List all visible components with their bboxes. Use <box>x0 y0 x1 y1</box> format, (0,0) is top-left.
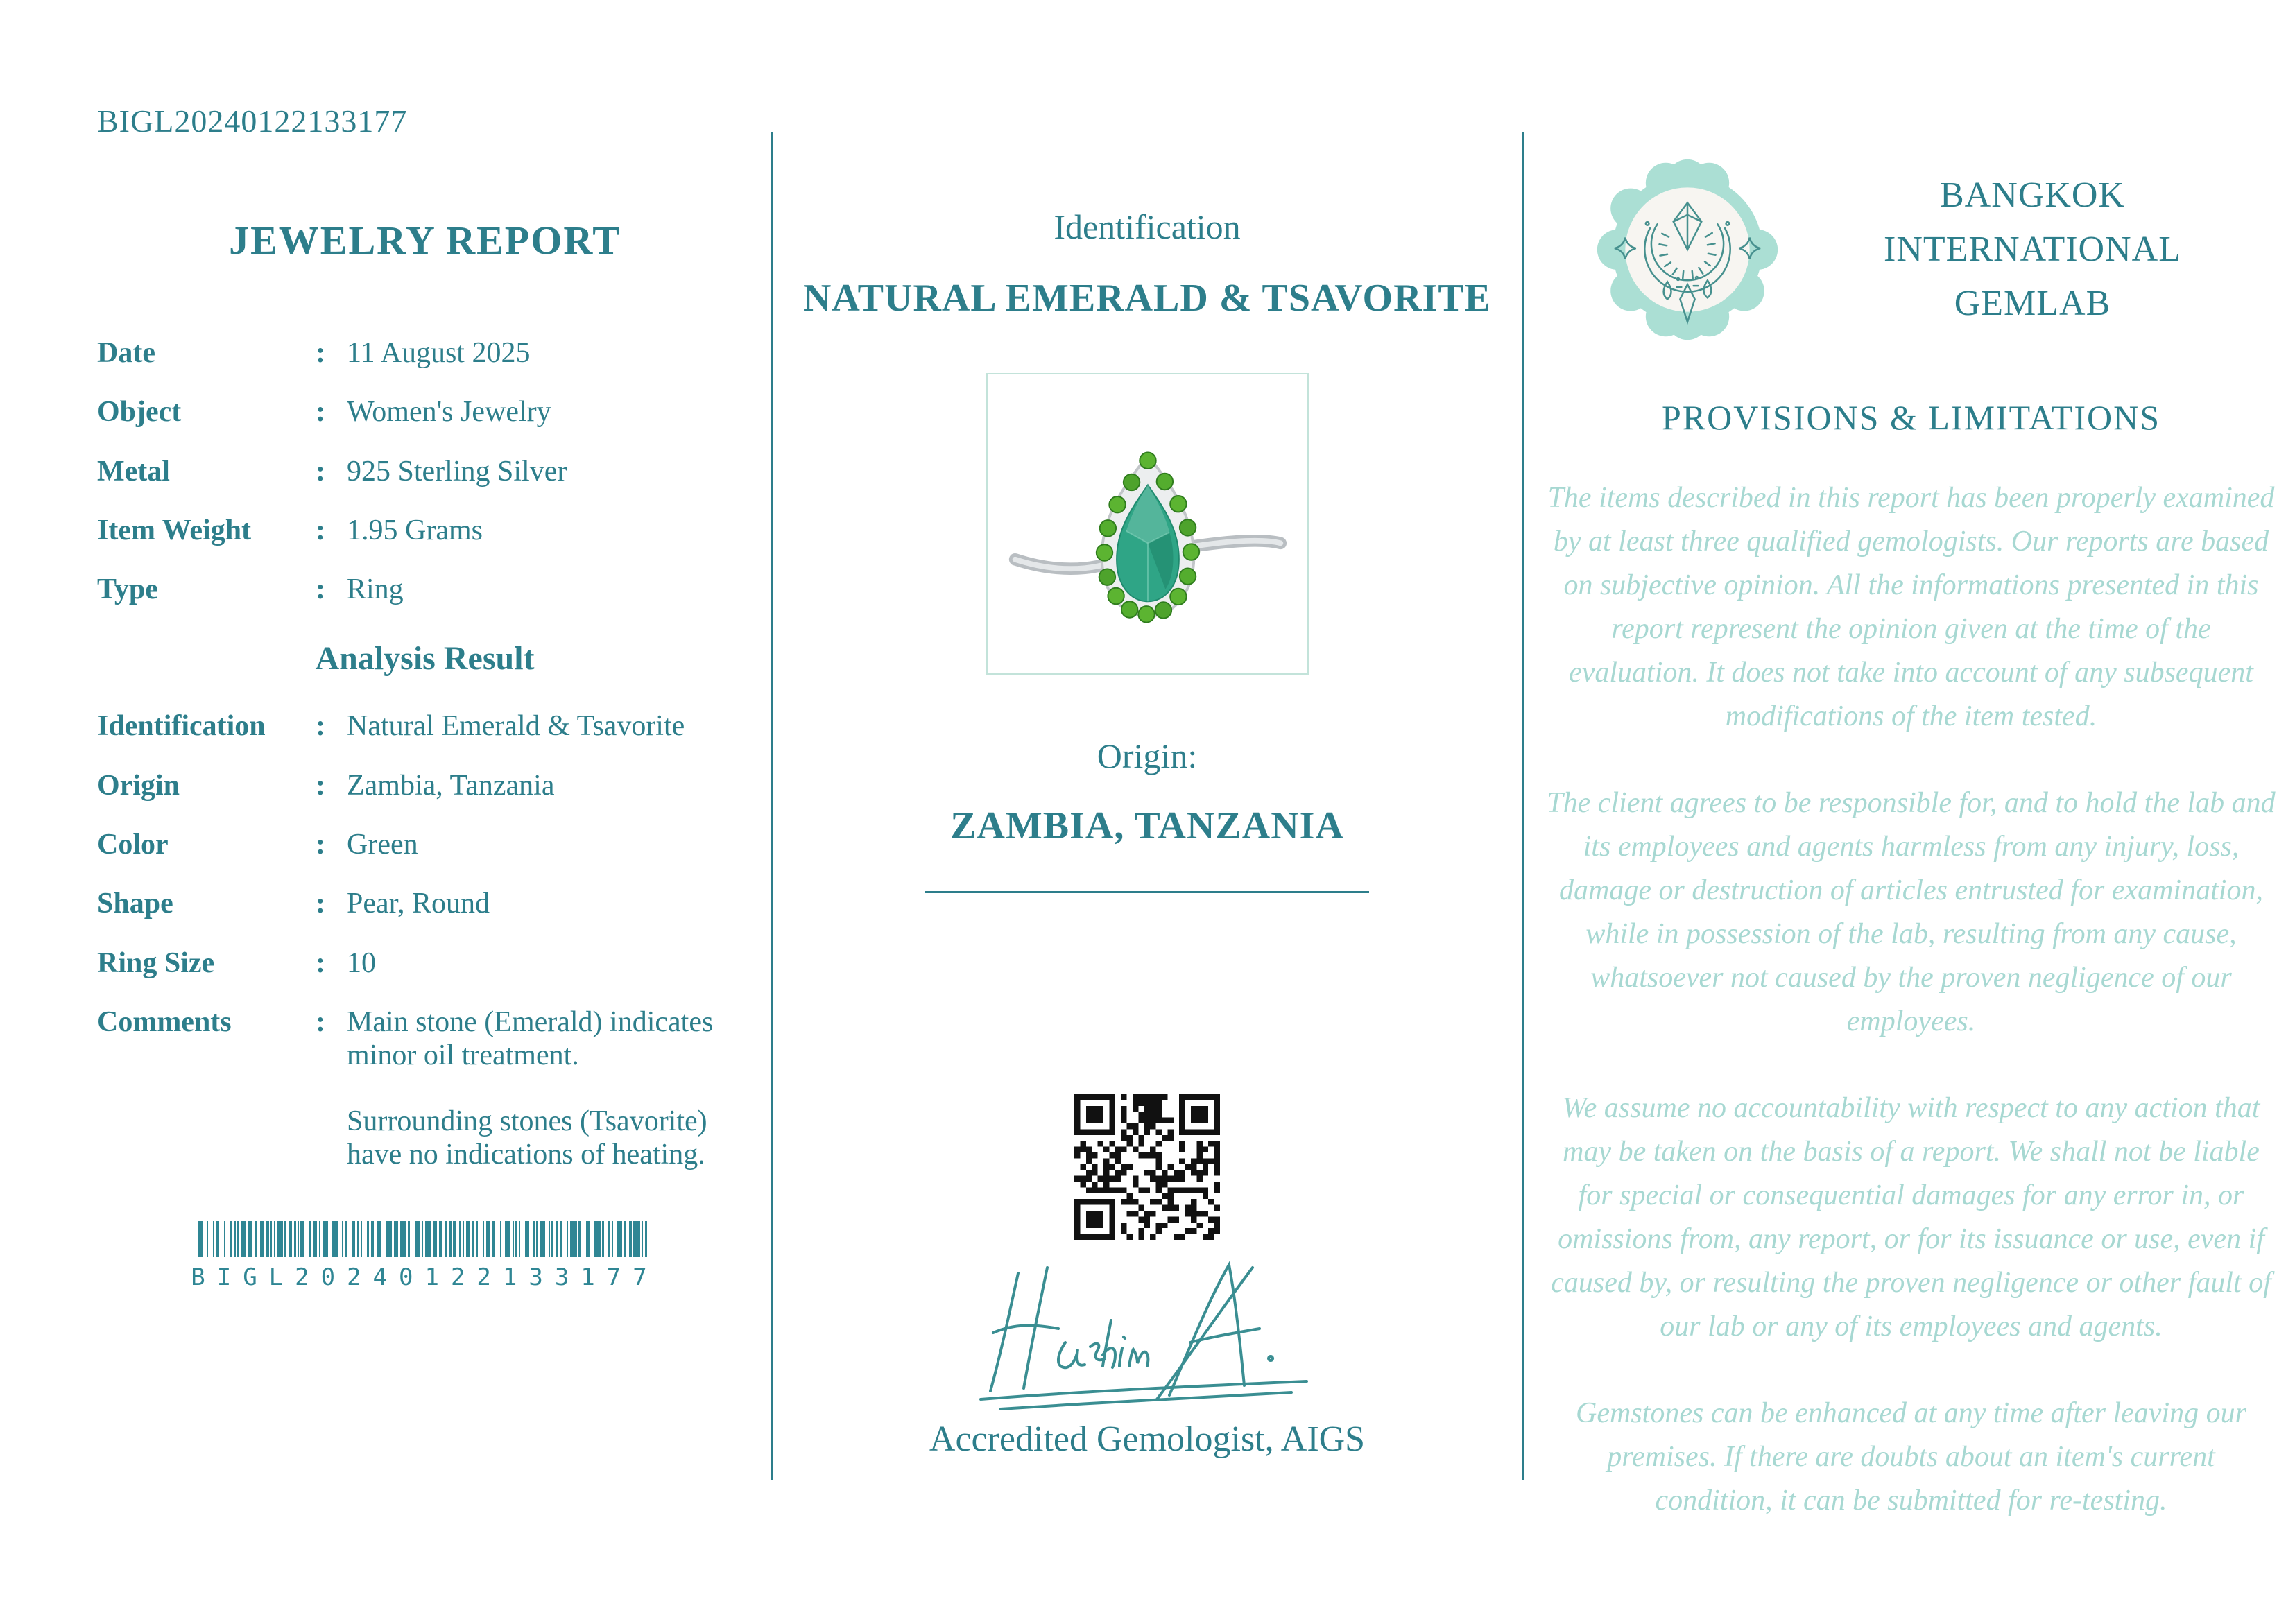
analysis-value: Natural Emerald & Tsavorite <box>347 710 685 743</box>
origin-underline <box>925 891 1369 893</box>
provisions-heading: PROVISIONS & LIMITATIONS <box>1661 398 2161 437</box>
provisions-text <box>1545 476 2277 1523</box>
gemologist-signature <box>784 1252 1511 1412</box>
lab-column <box>1545 156 2277 1566</box>
report-title: JEWELRY REPORT <box>229 218 621 263</box>
comments-value <box>347 1005 753 1171</box>
analysis-value: 10 <box>347 947 376 979</box>
analysis-result-heading: Analysis Result <box>315 640 535 677</box>
column-divider-left <box>771 132 773 1480</box>
detail-value: Ring <box>347 573 404 606</box>
gemlab-logo <box>1594 156 1788 343</box>
lab-name-line: BANGKOK <box>1940 175 2125 215</box>
identification-column <box>784 103 1511 1460</box>
analysis-label: Color <box>97 829 169 861</box>
detail-label: Metal <box>97 455 170 487</box>
detail-value: Women's Jewelry <box>347 396 551 429</box>
analysis-value: Green <box>347 829 418 861</box>
report-number: BIGL20240122133177 <box>97 103 408 139</box>
identification-heading: Identification <box>1054 207 1241 246</box>
analysis-label: Shape <box>97 888 173 920</box>
jewelry-photo-frame <box>986 373 1309 675</box>
detail-label: Date <box>97 337 155 369</box>
report-details-table: Date : 11 August 2025 Object : Women's Jewelry Metal : 925 Sterling Silver Item Weight : 1.95 Grams Type : Ring <box>97 336 753 606</box>
origin-heading: Origin: <box>1097 736 1198 775</box>
detail-value: 925 Sterling Silver <box>347 455 567 487</box>
qr-code <box>784 1094 1511 1240</box>
origin-value: ZAMBIA, TANZANIA <box>950 804 1344 847</box>
provision-paragraph: The client agrees to be responsible for, and to hold the lab and its employees and agents harmless from any injury, loss, damage or destruction of articles entrusted for examination, while in possession of the lab, resulting from any cause, whatsoever not caused by the proven negligence of our employees. <box>1547 787 2276 1037</box>
lab-header <box>1545 156 2277 343</box>
provision-paragraph: We assume no accountability with respect to any action that may be taken on the basis of a report. We shall not be liable for special or consequential damages for any error in, or omissions from, any report, or for its issuance or use, even if caused by, or resulting the proven negligence or other fault of our lab or any of its employees and agents. <box>1551 1092 2271 1342</box>
comments-paragraph-2: Surrounding stones (Tsavorite) have no indications of heating. <box>347 1105 707 1171</box>
analysis-table: Identification : Natural Emerald & Tsavorite Origin : Zambia, Tanzania Color : Green Shape : Pear, Round Ring Size : 10 Comments : Main stone (Emerald) indicates minor oil treatment. Surrounding stones (Tsavorite) have no indications of heating. <box>97 709 753 1171</box>
analysis-value: Zambia, Tanzania <box>347 769 555 802</box>
lab-name-line: INTERNATIONAL <box>1884 230 2181 269</box>
comments-paragraph-1: Main stone (Emerald) indicates minor oil treatment. <box>347 1005 714 1072</box>
analysis-label: Origin <box>97 769 180 802</box>
analysis-label: Ring Size <box>97 947 215 979</box>
provision-paragraph: Gemstones can be enhanced at any time after leaving our premises. If there are doubts about an item's current condition, it can be submitted for re-testing. <box>1576 1397 2246 1517</box>
detail-value: 11 August 2025 <box>347 337 531 369</box>
column-divider-right <box>1522 132 1524 1480</box>
ring-photo <box>995 382 1300 666</box>
signer-title: Accredited Gemologist, AIGS <box>929 1419 1366 1459</box>
barcode-bars <box>97 1221 753 1261</box>
detail-label: Item Weight <box>97 514 252 546</box>
barcode-text: BIGL20240122133177 <box>191 1263 659 1292</box>
lab-name <box>1788 169 2277 331</box>
barcode <box>97 1221 753 1291</box>
analysis-value: Pear, Round <box>347 888 490 920</box>
provision-paragraph: The items described in this report has been properly examined by at least three qualified gemologists. Our reports are based on subjective opinion. All the informations presented in this report represent the opinion given at the time of the evaluation. It does not take into account of any subsequent modifications of the item tested. <box>1547 482 2275 732</box>
report-column <box>97 103 753 1291</box>
lab-name-line: GEMLAB <box>1954 284 2111 323</box>
detail-label: Object <box>97 396 182 429</box>
analysis-label: Identification <box>97 710 266 743</box>
detail-value: 1.95 Grams <box>347 514 483 546</box>
detail-label: Type <box>97 573 158 606</box>
analysis-label: Comments <box>97 1005 232 1038</box>
gem-name: NATURAL EMERALD & TSAVORITE <box>802 277 1492 320</box>
